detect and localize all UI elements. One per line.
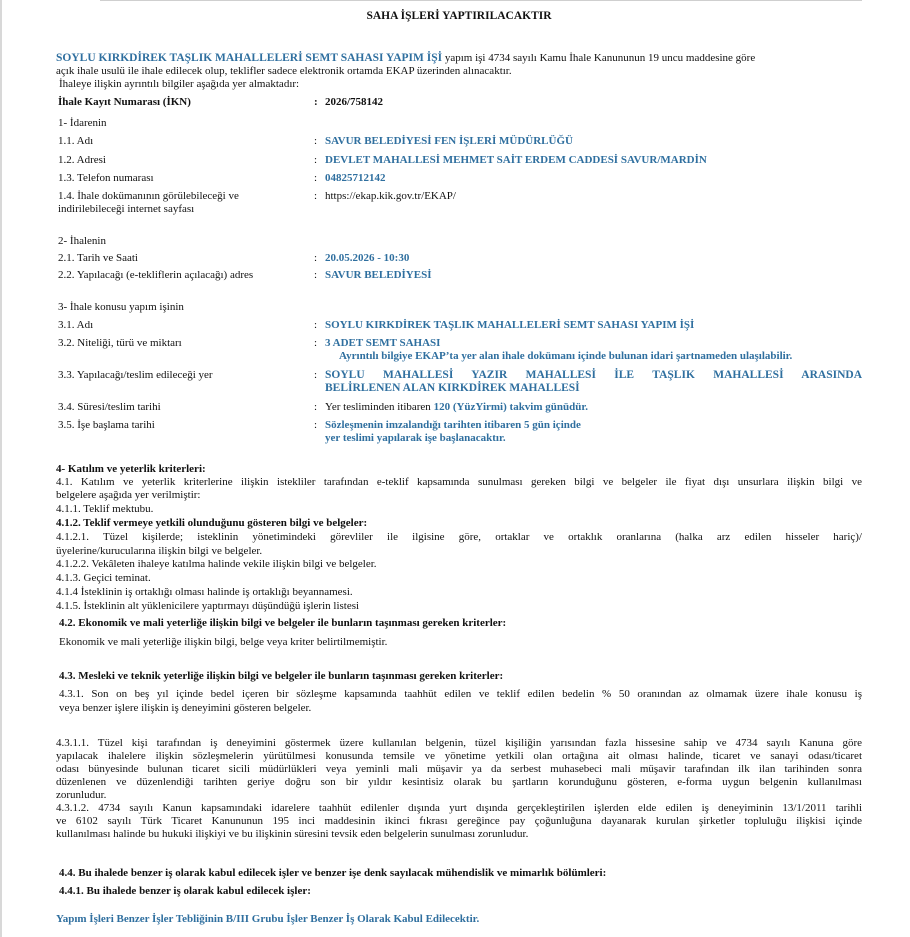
p-4-1-line-1: 4.1. Katılım ve yeterlik kriterlerine ilişkin istekliler tarafından e-teklif kapsamında sunulması gereken bilgi ve belgeler ile fiyat dışı unsurlara ilişkin bilgi ve: [56, 476, 862, 488]
row-1-4: [58, 190, 862, 218]
row-3-3: [58, 369, 862, 395]
row-2-2: [58, 269, 862, 283]
row-3-1-value: SOYLU KIRKDİREK TAŞLIK MAHALLELERİ SEMT SAHASI YAPIM İŞİ: [325, 319, 695, 331]
left-border: [0, 0, 2, 937]
row-3-2-label: 3.2. Niteliği, türü ve miktarı: [58, 337, 182, 349]
intro-project-name: SOYLU KIRKDİREK TAŞLIK MAHALLELERİ SEMT SAHASI YAPIM İŞİ: [56, 52, 443, 64]
row-3-2: [58, 337, 862, 363]
colon: :: [314, 419, 318, 431]
intro-line-2: açık ihale usulü ile ihale edilecek olup, teklifler sadece elektronik ortamda EKAP üzerinden alınacaktır.: [56, 65, 512, 77]
item-4-1-1: 4.1.1. Teklif mektubu.: [56, 503, 154, 515]
p-4-3-1-2-line-2: ve 6102 sayılı Türk Ticaret Kanununun 195 inci maddesinin ikinci fıkrası gereğince pay çoğunluğuna dayanarak kurulan şirketler topluluğu ilişkisi içinde: [56, 815, 862, 827]
section-4-heading: 4- Katılım ve yeterlik kriterleri:: [56, 463, 206, 475]
row-3-5-label: 3.5. İşe başlama tarihi: [58, 419, 155, 431]
benzer-is-statement: Yapım İşleri Benzer İşler Tebliğinin B/III Grubu İşler Benzer İş Olarak Kabul Edilecektir.: [56, 913, 480, 925]
row-3-3-label: 3.3. Yapılacağı/teslim edileceği yer: [58, 369, 213, 381]
colon: :: [314, 135, 318, 147]
row-2-2-label: 2.2. Yapılacağı (e-tekliflerin açılacağı) adres: [58, 269, 254, 281]
item-4-1-5: 4.1.5. İsteklinin alt yüklenicilere yaptırmayı düşündüğü işlerin listesi: [56, 600, 360, 612]
row-2-1-label: 2.1. Tarih ve Saati: [58, 252, 138, 264]
intro-line-1: [56, 52, 862, 64]
item-4-1-2-1-line-2: üyelerine/kurucularına ilişkin bilgi ve belgeler.: [56, 545, 263, 557]
colon: :: [314, 401, 318, 413]
item-4-1-4: 4.1.4 İsteklinin iş ortaklığı olması halinde iş ortaklığı beyannamesi.: [56, 586, 353, 598]
heading-4-4: 4.4. Bu ihalede benzer iş olarak kabul edilecek işler ve benzer işe denk sayılacak mühendislik ve mimarlık bölümleri:: [59, 867, 607, 879]
row-3-5-value-line-1: Sözleşmenin imzalandığı tarihten itibaren 5 gün içinde: [325, 419, 581, 431]
ikn-row: [58, 96, 862, 110]
item-4-1-2: 4.1.2. Teklif vermeye yetkili olunduğunu gösteren bilgi ve belgeler:: [56, 517, 368, 529]
row-3-5: [58, 419, 862, 445]
heading-4-2: 4.2. Ekonomik ve mali yeterliğe ilişkin bilgi ve belgeler ile bunların taşınması gereken kriterler:: [59, 617, 507, 629]
row-3-4-value: [325, 401, 862, 413]
p-4-1-line-2: belgelere aşağıda yer verilmiştir:: [56, 489, 201, 501]
page-title: SAHA İŞLERİ YAPTIRILACAKTIR: [366, 10, 552, 22]
row-1-3-value: 04825712142: [325, 172, 386, 184]
row-1-2-label: 1.2. Adresi: [58, 154, 106, 166]
section-1-heading: 1- İdarenin: [58, 117, 107, 129]
row-1-2-value: DEVLET MAHALLESİ MEHMET SAİT ERDEM CADDESİ SAVUR/MARDİN: [325, 154, 707, 166]
row-3-3-value-line-1: SOYLU MAHALLESİ YAZIR MAHALLESİ İLE TAŞLIK MAHALLESİ ARASINDA: [325, 369, 862, 381]
colon: :: [314, 319, 318, 331]
row-1-4-value-url[interactable]: https://ekap.kik.gov.tr/EKAP/: [325, 190, 456, 202]
item-4-1-3: 4.1.3. Geçici teminat.: [56, 572, 151, 584]
row-3-2-value: 3 ADET SEMT SAHASI: [325, 337, 441, 349]
row-1-1-value: SAVUR BELEDİYESİ FEN İŞLERİ MÜDÜRLÜĞÜ: [325, 135, 573, 147]
row-3-3-value-line-2: BELİRLENEN ALAN KIRKDİREK MAHALLESİ: [325, 382, 580, 394]
p-4-3-1-1-line-3: odası bünyesinde bulunan ticaret sicili müdürlükleri veya yeminli mali müşavir ya da serbest muhasebeci mali müşavir tarafından ilk ilan tarihinden sonra: [56, 763, 862, 775]
row-1-1: [58, 135, 862, 149]
colon: :: [314, 190, 318, 202]
top-rule: [100, 0, 862, 1]
row-3-4-value-pre: Yer tesliminden itibaren: [325, 401, 434, 413]
colon: :: [314, 337, 318, 349]
heading-4-4-1: 4.4.1. Bu ihalede benzer iş olarak kabul edilecek işler:: [59, 885, 311, 897]
ikn-colon: :: [314, 96, 318, 108]
row-1-4-label-line-1: 1.4. İhale dokümanının görülebileceği ve: [58, 190, 239, 202]
p-4-3-1-line-1: 4.3.1. Son on beş yıl içinde bedel içeren bir sözleşme kapsamında taahhüt edilen ve teklif edilen bedelin % 50 oranından az olmamak üzere ihale konusu iş: [59, 688, 862, 700]
ikn-value: 2026/758142: [325, 96, 384, 108]
ikn-label: İhale Kayıt Numarası (İKN): [58, 96, 191, 108]
intro-line-1-rest: yapım işi 4734 sayılı Kamu İhale Kanununun 19 uncu maddesine göre: [442, 52, 756, 64]
row-1-1-label: 1.1. Adı: [58, 135, 94, 147]
item-4-1-2-1-line-1: 4.1.2.1. Tüzel kişilerde; isteklinin yönetimindeki görevliler ile ilgisine göre, ortaklar ve ortaklık oranlarına (halka arz edilen hisseler hariç)/: [56, 531, 862, 543]
section-2-heading: 2- İhalenin: [58, 235, 106, 247]
row-1-3-label: 1.3. Telefon numarası: [58, 172, 154, 184]
row-2-2-value: SAVUR BELEDİYESİ: [325, 269, 432, 281]
row-3-1-label: 3.1. Adı: [58, 319, 94, 331]
colon: :: [314, 369, 318, 381]
p-4-3-1-line-2: veya benzer işlere ilişkin iş deneyimini gösteren belgeler.: [59, 702, 312, 714]
colon: :: [314, 172, 318, 184]
row-3-5-value-line-2: yer teslimi yapılarak işe başlanacaktır.: [325, 432, 506, 444]
p-4-3-1-1-line-4: düzenlenen ve düzenlendiği tarihten geriye doğru son bir yıldır kesintisiz olarak bu şartların korunduğunu gösteren, e-forma uygun belgenin kullanılması: [56, 776, 862, 788]
p-4-2: Ekonomik ve mali yeterliğe ilişkin bilgi, belge veya kriter belirtilmemiştir.: [59, 636, 388, 648]
p-4-3-1-2-line-1: 4.3.1.2. 4734 sayılı Kanun kapsamındaki idarelere taahhüt edilenler dışında yurt dışında gerçekleştirilen işlerden elde edilen iş deneyiminin 13/1/2011 tarihli: [56, 802, 862, 814]
row-1-2: [58, 154, 862, 168]
section-3-heading: 3- İhale konusu yapım işinin: [58, 301, 184, 313]
p-4-3-1-1-line-2: yapılacak ihalelere ilişkin sözleşmelerin yürütülmesi konusunda temsile ve yönetime yetkili olan ortağına ait olması halinde, ticaret ve sanayi odası/ticaret: [56, 750, 862, 762]
colon: :: [314, 154, 318, 166]
row-2-1: [58, 252, 862, 266]
colon: :: [314, 252, 318, 264]
item-4-1-2-2: 4.1.2.2. Vekâleten ihaleye katılma halinde vekile ilişkin bilgi ve belgeler.: [56, 558, 377, 570]
row-3-4-label: 3.4. Süresi/teslim tarihi: [58, 401, 161, 413]
row-3-4-value-post: takvim günüdür.: [506, 401, 588, 413]
p-4-3-1-1-line-1: 4.3.1.1. Tüzel kişi tarafından iş deneyimini göstermek üzere kullanılan belgenin, tüzel kişiliğin yarısından fazla hissesine sahip ve 4734 sayılı Kanuna göre: [56, 737, 862, 749]
row-2-1-value: 20.05.2026 - 10:30: [325, 252, 410, 264]
row-3-1: [58, 319, 862, 333]
p-4-3-1-1-line-5: zorunludur.: [56, 789, 107, 801]
p-4-3-1-2-line-3: kullanılması halinde bu hukuki ilişkiyi ve bu ilişkinin süresini tevsik eden belgelerin sunulması zorunludur.: [56, 828, 529, 840]
row-1-4-label-line-2: indirilebileceği internet sayfası: [58, 203, 195, 215]
intro-line-3: İhaleye ilişkin ayrıntılı bilgiler aşağıda yer almaktadır:: [59, 78, 300, 90]
row-1-3: [58, 172, 862, 186]
row-3-4-value-duration: 120 (YüzYirmi): [433, 401, 507, 413]
row-3-2-value-note: Ayrıntılı bilgiye EKAP’ta yer alan ihale dokümanı içinde bulunan idari şartnameden ulaşılabilir.: [339, 350, 793, 362]
row-3-4: [58, 401, 862, 415]
colon: :: [314, 269, 318, 281]
heading-4-3: 4.3. Mesleki ve teknik yeterliğe ilişkin bilgi ve belgeler ile bunların taşınması gereken kriterler:: [59, 670, 504, 682]
